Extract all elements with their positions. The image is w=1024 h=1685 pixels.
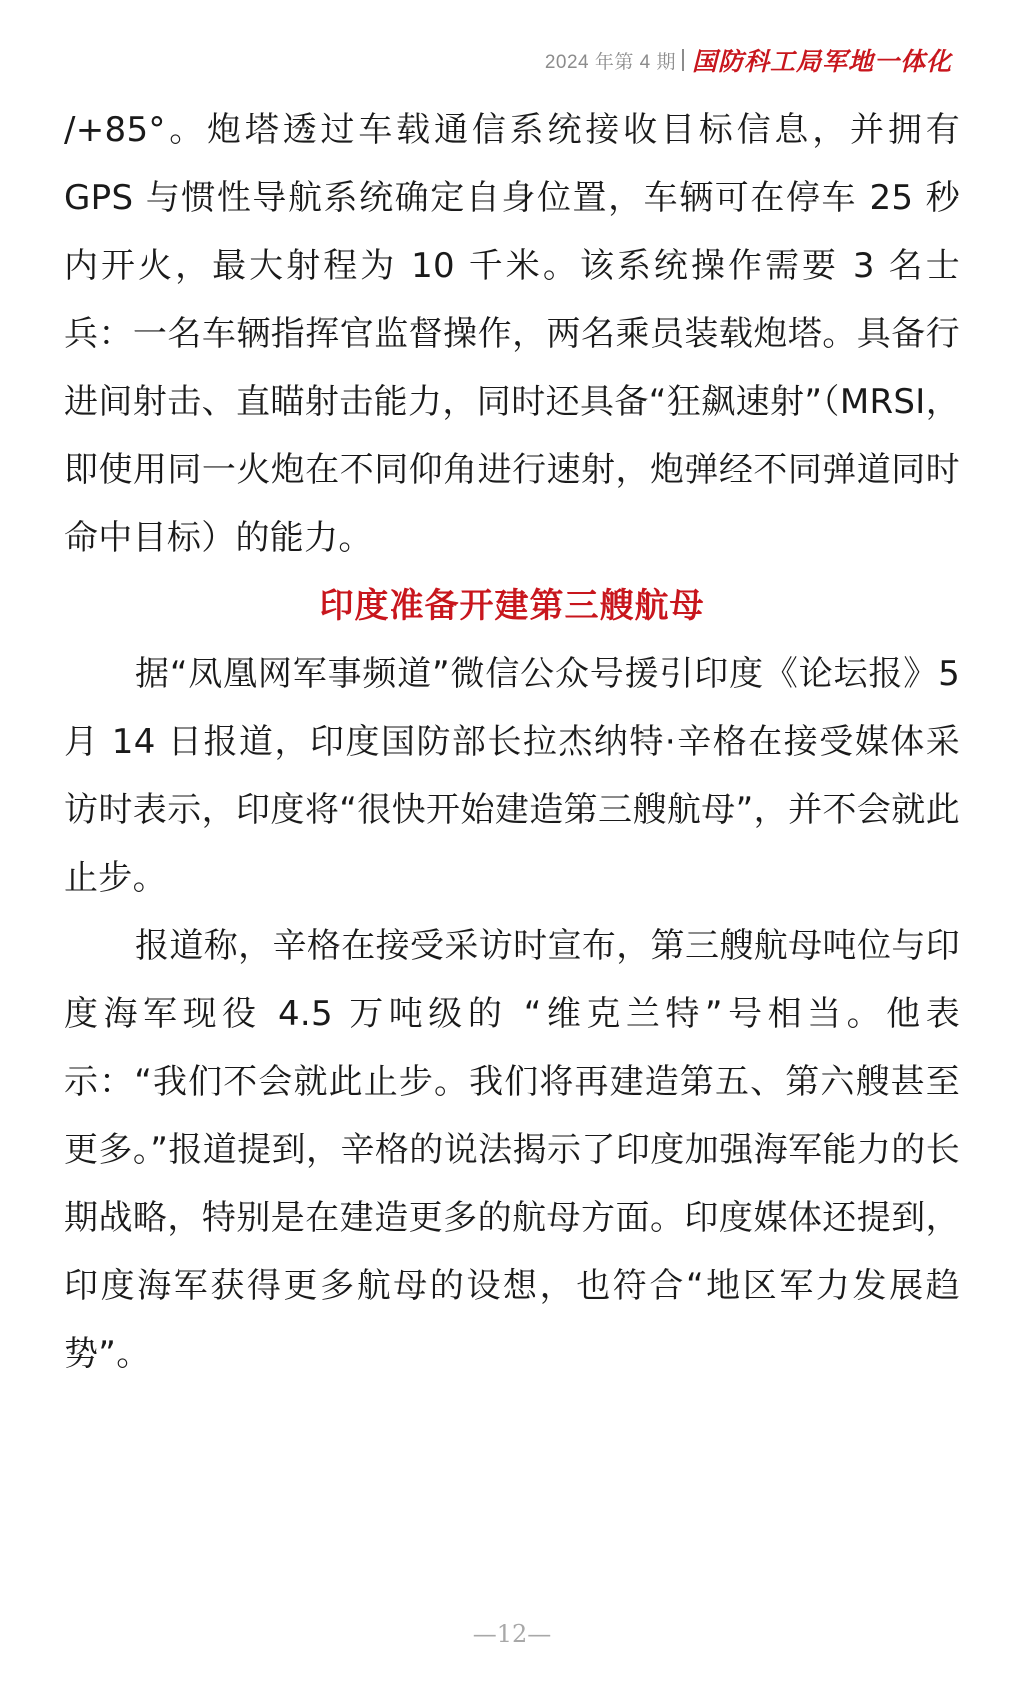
article-content [64, 96, 960, 1388]
article-title: 印度准备开建第三艘航母 [319, 586, 705, 626]
article-paragraph: 据“凤凰网军事频道”微信公众号援引印度《论坛报》5 月 14 日报道，印度国防部长拉杰纳特·辛格在接受媒体采访时表示，印度将“很快开始建造第三艘航母”，并不会就此止步。 [64, 654, 960, 898]
page-number: —12— [472, 1620, 552, 1648]
header-divider [682, 49, 684, 71]
page-header [545, 42, 952, 78]
intro-paragraph: /+85°。炮塔透过车载通信系统接收目标信息，并拥有 GPS 与惯性导航系统确定自身位置，车辆可在停车 25 秒内开火，最大射程为 10 千米。该系统操作需要 3 名士兵：一名车辆指挥官监督操作，两名乘员装载炮塔。具备行进间射击、直瞄射击能力，同时还具备“狂飙速射”（MRSI，即使用同一火炮在不同仰角进行速射，炮弹经不同弹道同时命中目标）的能力。 [64, 110, 960, 558]
publication-brand: 国防科工局军地一体化 [691, 47, 952, 76]
issue-label: 2024 年第 4 期 [544, 51, 676, 73]
article-paragraph: 报道称，辛格在接受采访时宣布，第三艘航母吨位与印度海军现役 4.5 万吨级的 “维克兰特”号相当。他表示：“我们不会就此止步。我们将再建造第五、第六艘甚至更多。”报道提到，辛格的说法揭示了印度加强海军能力的长期战略，特别是在建造更多的航母方面。印度媒体还提到，印度海军获得更多航母的设想，也符合“地区军力发展趋势”。 [64, 926, 960, 1374]
